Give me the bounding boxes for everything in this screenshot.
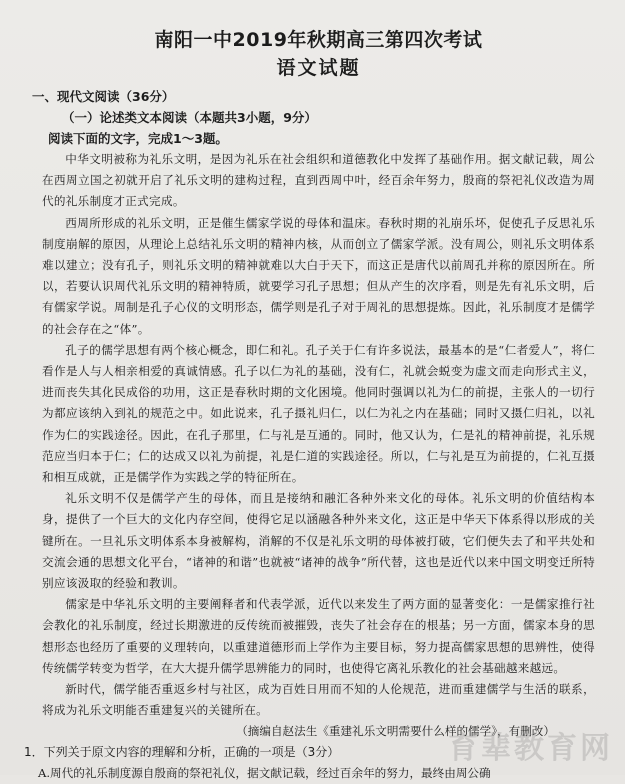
source-citation: （摘编自赵法生《重建礼乐文明需要什么样的儒学》，有删改） (236, 724, 555, 739)
exam-subtitle: 语文试题 (276, 57, 361, 79)
watermark-logo: 育辈教育网 (448, 731, 613, 766)
paragraph-6: 新时代，儒学能否重返乡村与社区，成为百姓日用而不知的人伦规范，进而重建儒学与生活的联系，将成为礼乐文明能否重建复兴的关键所在。 (42, 682, 595, 718)
section-heading: 一、现代文阅读（36分） (32, 89, 175, 104)
subsection-heading: （一）论述类文本阅读（本题共3小题，9分） (62, 110, 317, 125)
paragraph-2: 西周所形成的礼乐文明，正是催生儒家学说的母体和温床。春秋时期的礼崩乐坏，促使孔子反思礼乐制度崩解的原因，从理论上总结礼乐文明的精神内核，从而创立了儒家学派。没有周公，则礼乐文明体系难以建立；没有孔子，则礼乐文明的精神就难以大白于天下，而这正是唐代以前周孔并称的原因所在。所以，若要认识周代礼乐文明的精神特质，就要学习孔子思想；但从产生的次序看，则是先有礼乐文明，后有儒家学说。周制是孔子心仪的文明形态，儒学则是孔子对于周礼的思想提炼。因此，礼乐制度才是儒学的社会存在之“体”。 (42, 215, 595, 336)
paragraph-4: 礼乐文明不仅是儒学产生的母体，而且是接纳和融汇各种外来文化的母体。礼乐文明的价值结构本身，提供了一个巨大的文化内存空间，使得它足以涵融各种外来文化，这正是中华天下体系得以形成的关键所在。一旦礼乐文明体系本身被解构，消解的不仅是礼乐文明的母体被打破，它们便失去了和平共处和交流会通的思想文化平台，“诸神的和谐”也就被“诸神的战争”所代替，这也是近代以来中国文明变迁所特别应该汲取的经验和教训。 (42, 491, 595, 591)
reading-instruction: 阅读下面的文字，完成1～3题。 (48, 131, 228, 146)
paragraph-3: 孔子的儒学思想有两个核心概念，即仁和礼。孔子关于仁有许多说法，最基本的是“仁者爱人”，将仁看作是人与人相亲相爱的真诚情感。孔子以仁为礼的基础，没有仁，礼就会蜕变为虚文而走向形式主义，进而丧失其化民成俗的功用，这正是春秋时期的文化困境。他同时强调以礼为仁的前提，主张人的一切行为都应该纳入到礼的规范之中。如此说来，孔子摄礼归仁，以仁为礼之内在基础；同时又摄仁归礼，以礼作为仁的实践途径。因此，在孔子那里，仁与礼是互通的。同时，他又认为，仁是礼的精神前提，礼乐规范应当归本于仁；仁的达成又以礼为前提，礼是仁道的实践途径。所以，仁与礼是互为前提的，仁礼互摄和相互成就，正是儒学作为实践之学的特征所在。 (42, 342, 595, 485)
paragraph-1: 中华文明被称为礼乐文明，是因为礼乐在社会组织和道德教化中发挥了基础作用。据文献记载，周公在西周立国之初就开启了礼乐文明的建构过程，直到西周中叶，经百余年努力，殷商的祭祀礼仪改造为周代的礼乐制度才正式完成。 (42, 152, 595, 209)
question-1-stem: 1．下列关于原文内容的理解和分析，正确的一项是（3分） (24, 745, 340, 760)
paragraph-5: 儒家是中华礼乐文明的主要阐释者和代表学派，近代以来发生了两方面的显著变化：一是儒家推行社会教化的礼乐制度，经过长期激进的反传统而被摧毁，丧失了社会存在的根基；另一方面，儒家本身的思想形态也经历了重要的义理转向，以重建道德形而上学作为主要目标，努力提高儒家思想的思辨性，使得传统儒学转变为哲学，在大大提升儒学思辨能力的同时，也使得它离礼乐教化的社会基础越来越远。 (42, 597, 595, 675)
question-1-option-a: A.周代的礼乐制度源自殷商的祭祀礼仪，据文献记载，经过百余年的努力，最终由周公确 (38, 766, 491, 781)
exam-title: 南阳一中2019年秋期高三第四次考试 (154, 29, 483, 51)
